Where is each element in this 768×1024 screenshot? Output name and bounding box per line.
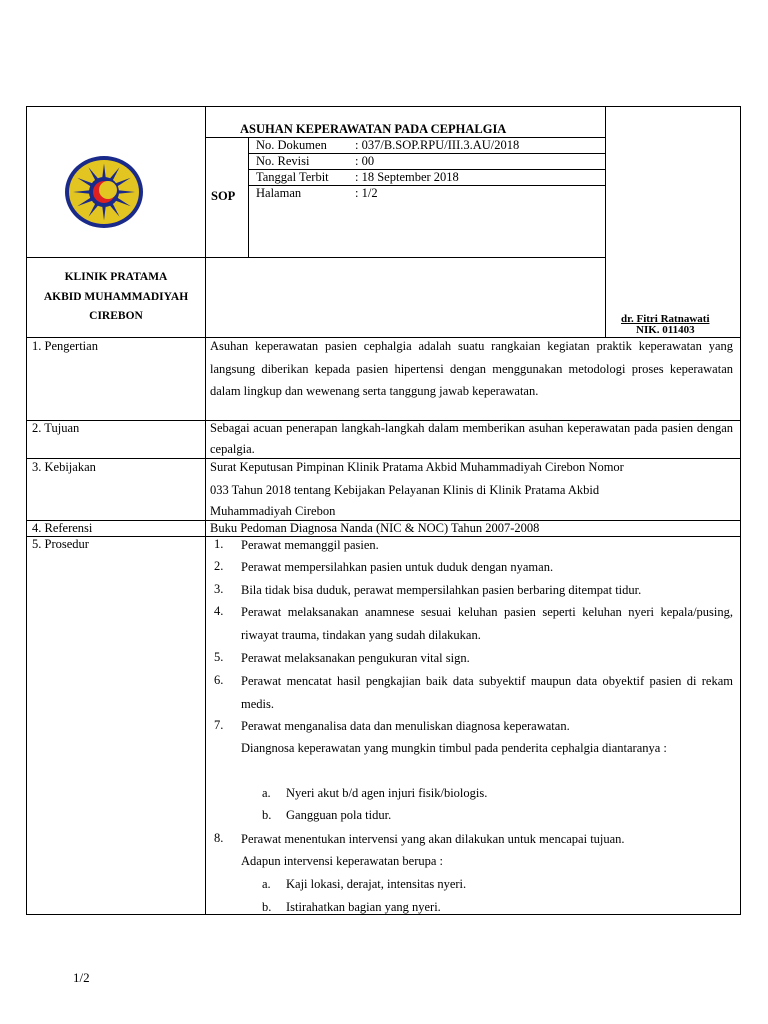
step-7-note: Diangnosa keperawatan yang mungkin timbul pada penderita cephalgia diantaranya : <box>241 741 667 755</box>
sub-item-text: Gangguan pola tidur. <box>286 808 392 822</box>
pengertian-text: Asuhan keperawatan pasien cephalgia adalah suatu rangkaian kegiatan praktik keperawatan yang langsung diberikan kepada pasien hipertensi dengan menggunakan metodologi proses keperawatan dalam lingkup dan wewenang serta tanggung jawab keperawatan. <box>210 339 733 398</box>
revision-label: No. Revisi <box>256 154 310 168</box>
sop-column-divider <box>248 138 249 258</box>
doc-line-3 <box>248 185 605 186</box>
issue-date-label: Tanggal Terbit <box>256 170 329 184</box>
sub-item-text: Kaji lokasi, derajat, intensitas nyeri. <box>286 877 467 891</box>
step-text: Perawat memanggil pasien. <box>241 538 379 552</box>
table-border-top <box>26 106 741 107</box>
step-text: Perawat mempersilahkan pasien untuk duduk dengan nyaman. <box>241 560 554 574</box>
clinic-logo <box>64 155 144 229</box>
tujuan-label: 2. Tujuan <box>32 421 80 435</box>
issue-date-value: : 18 September 2018 <box>355 170 459 184</box>
page-number: 1/2 <box>73 970 90 985</box>
table-border-right <box>740 106 741 915</box>
pengertian-label: 1. Pengertian <box>32 339 98 353</box>
step-number: 8. <box>214 831 224 845</box>
step-number: 5. <box>214 650 224 664</box>
page-label: Halaman <box>256 186 302 200</box>
step-number: 6. <box>214 673 224 687</box>
kebijakan-label: 3. Kebijakan <box>32 460 96 474</box>
clinic-name-line-3: CIREBON <box>89 310 143 322</box>
clinic-name-line-2: AKBID MUHAMMADIYAH <box>43 291 189 303</box>
signer-name: dr. Fitri Ratnawati <box>621 313 710 325</box>
referensi-label: 4. Referensi <box>32 521 93 535</box>
sub-item-letter: b. <box>262 808 272 822</box>
kebijakan-line-1: Surat Keputusan Pimpinan Klinik Pratama Akbid Muhammadiyah Cirebon Nomor <box>210 460 624 474</box>
document-title: ASUHAN KEPERAWATAN PADA CEPHALGIA <box>240 122 507 136</box>
step-8-note: Adapun intervensi keperawatan berupa : <box>241 854 444 868</box>
kebijakan-line-3: Muhammadiyah Cirebon <box>210 504 336 518</box>
sub-item-letter: a. <box>262 877 271 891</box>
step-number: 3. <box>214 582 224 596</box>
signer-nik: NIK. 011403 <box>636 324 695 336</box>
step-number: 7. <box>214 718 224 732</box>
referensi-text: Buku Pedoman Diagnosa Nanda (NIC & NOC) Tahun 2007-2008 <box>210 521 540 535</box>
logo-row-bottom <box>26 257 606 258</box>
kebijakan-line-2: 033 Tahun 2018 tentang Kebijakan Pelayanan Klinis di Klinik Pratama Akbid <box>210 483 600 497</box>
prosedur-label: 5. Prosedur <box>32 537 89 551</box>
step-number: 2. <box>214 559 224 573</box>
revision-value: : 00 <box>355 154 375 168</box>
step-number: 4. <box>214 604 224 618</box>
sub-item-letter: b. <box>262 900 272 914</box>
header-divider-left <box>205 106 206 915</box>
header-divider-right <box>605 106 606 338</box>
step-text: Bila tidak bisa duduk, perawat mempersilahkan pasien berbaring ditempat tidur. <box>241 583 642 597</box>
page-value: : 1/2 <box>355 186 378 200</box>
sub-item-letter: a. <box>262 786 271 800</box>
doc-number-value: : 037/B.SOP.RPU/III.3.AU/2018 <box>355 138 520 152</box>
table-border-left <box>26 106 27 915</box>
clinic-name-line-1: KLINIK PRATAMA <box>64 271 168 283</box>
sop-label: SOP <box>211 189 236 203</box>
sub-item-text: Istirahatkan bagian yang nyeri. <box>286 900 441 914</box>
step-number: 1. <box>214 537 224 551</box>
step-text: Perawat menentukan intervensi yang akan dilakukan untuk mencapai tujuan. <box>241 832 625 846</box>
step-text: Perawat mencatat hasil pengkajian baik data subyektif maupun data obyektif pasien di rekam medis. <box>241 674 733 711</box>
step-text: Perawat menganalisa data dan menuliskan diagnosa keperawatan. <box>241 719 570 733</box>
tujuan-text: Sebagai acuan penerapan langkah-langkah dalam memberikan asuhan keperawatan pada pasien dengan cepalgia. <box>210 421 733 456</box>
step-text: Perawat melaksanakan anamnese sesuai keluhan pasien seperti keluhan nyeri kepala/pusing, riwayat trauma, tindakan yang sudah dilakukan. <box>241 605 733 642</box>
step-text: Perawat melaksanakan pengukuran vital sign. <box>241 651 470 665</box>
doc-number-label: No. Dokumen <box>256 138 327 152</box>
logo-crescent-cut <box>99 181 117 199</box>
sub-item-text: Nyeri akut b/d agen injuri fisik/biologis. <box>286 786 488 800</box>
